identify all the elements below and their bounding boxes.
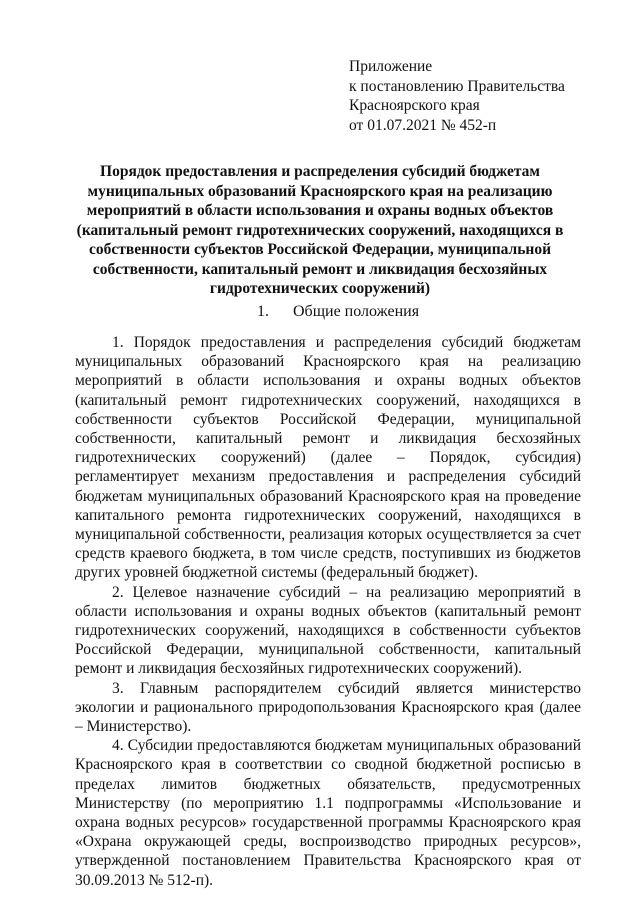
appendix-block	[349, 57, 565, 135]
document-body	[75, 333, 581, 890]
paragraph-3: 3. Главным распорядителем субсидий является министерство экологии и рационального природопользования Красноярского края (далее – Министерство).	[75, 679, 581, 736]
appendix-resolution-ref: к постановлению Правительства	[349, 77, 565, 95]
appendix-region: Красноярского края	[349, 97, 480, 114]
section-number: 1.	[257, 303, 269, 320]
paragraph-1: 1. Порядок предоставления и распределения субсидий бюджетам муниципальных образований Красноярского края на реализацию мероприятий в области использования и охраны водных объектов (капитальный ремонт гидротехнических сооружений, находящихся в собственности субъектов Российской Федерации, муниципальной собственности, капитальный ремонт и ликвидация бесхозяйных гидротехнических сооружений) (далее – Порядок, субсидия) регламентирует механизм предоставления и распределения субсидий бюджетам муниципальных образований Красноярского края на проведение капитального ремонта гидротехнических сооружений, находящихся в муниципальной собственности, реализация которых осуществляется за счет средств краевого бюджета, в том числе средств, поступивших из бюджетов других уровней бюджетной системы (федеральный бюджет).	[75, 334, 581, 582]
section-title: Общие положения	[293, 303, 420, 320]
paragraph-4: 4. Субсидии предоставляются бюджетам муниципальных образований Красноярского края в соответствии со сводной бюджетной росписью в пределах лимитов бюджетных обязательств, предусмотренных Министерству (по мероприятию 1.1 подпрограммы «Использование и охрана водных ресурсов» государственной программы Красноярского края «Охрана окружающей среды, воспроизводство природных ресурсов», утвержденной постановлением Правительства Красноярского края от 30.09.2013 № 512-п).	[75, 737, 581, 889]
document-title: Порядок предоставления и распределения субсидий бюджетам муниципальных образований Красноярского края на реализацию мероприятий в области использования и охраны водных объектов (капитальный ремонт гидротехнических сооружений, находящихся в собственности субъектов Российской Федерации, муниципальной собственности, капитальный ремонт и ликвидация бесхозяйных гидротехнических сооружений)	[76, 163, 564, 297]
appendix-date-number: от 01.07.2021 № 452-п	[349, 116, 497, 134]
paragraph-2: 2. Целевое назначение субсидий – на реализацию мероприятий в области использования и охраны водных объектов (капитальный ремонт гидротехнических сооружений, находящихся в собственности субъектов Российской Федерации, муниципальной собственности, капитальный ремонт и ликвидация бесхозяйных гидротехнических сооружений).	[75, 583, 581, 678]
appendix-label: Приложение	[349, 58, 433, 75]
